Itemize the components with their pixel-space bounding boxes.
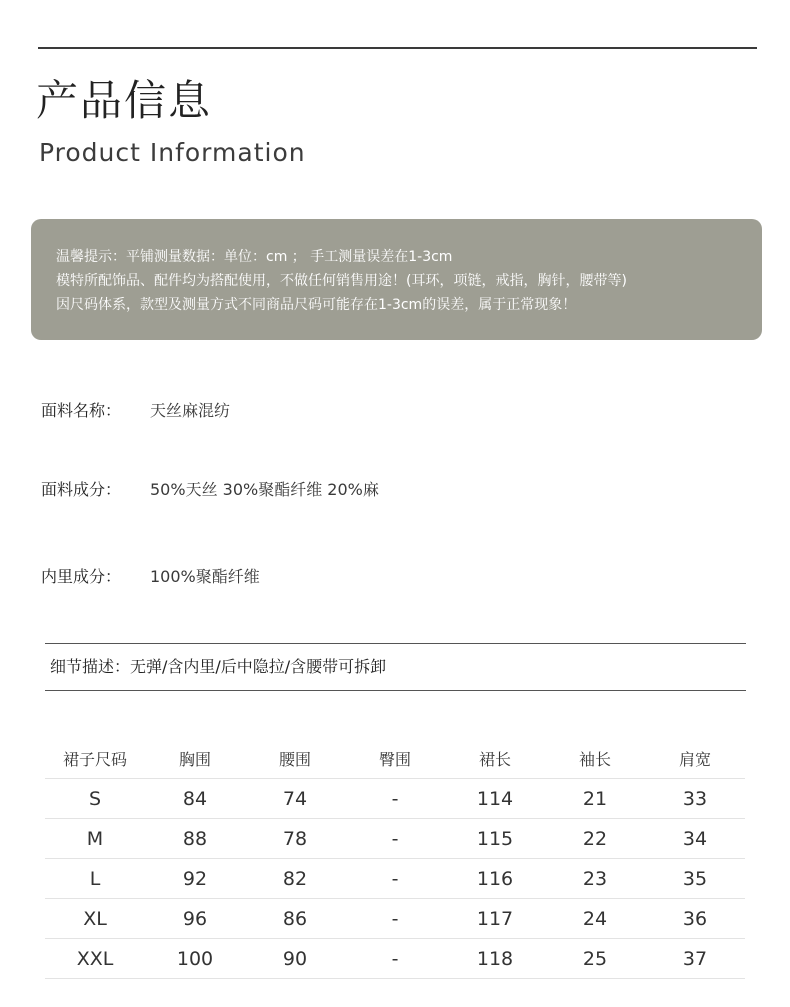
notice-line-measurement: 温馨提示：平铺测量数据：单位：cm ； 手工测量误差在1-3cm <box>56 249 453 265</box>
info-label: 面料成分： <box>41 480 122 499</box>
info-label: 内里成分： <box>41 567 122 586</box>
table-cell: 34 <box>645 819 745 859</box>
table-cell: 78 <box>245 819 345 859</box>
page-subtitle: Product Information <box>39 138 306 167</box>
size-table-header-cell: 腰围 <box>278 749 311 769</box>
info-value: 50%天丝 30%聚酯纤维 20%麻 <box>150 480 379 499</box>
info-row-fabric-name <box>41 400 230 422</box>
notice-line-size-variance: 因尺码体系，款型及测量方式不同商品尺码可能存在1-3cm的误差，属于正常现象！ <box>56 297 577 313</box>
table-cell: 88 <box>145 819 245 859</box>
table-cell: 74 <box>245 779 345 819</box>
size-table-header-cell: 臀围 <box>378 749 411 769</box>
table-cell: 116 <box>445 859 545 899</box>
info-label: 面料名称： <box>41 401 122 420</box>
table-cell: 37 <box>645 939 745 979</box>
table-cell: 36 <box>645 899 745 939</box>
size-table-header-cell: 裙长 <box>478 749 511 769</box>
info-row-lining-composition <box>41 566 260 588</box>
table-cell: XL <box>45 899 145 939</box>
table-cell: S <box>45 779 145 819</box>
table-cell: XXL <box>45 939 145 979</box>
table-cell: 115 <box>445 819 545 859</box>
table-cell: 117 <box>445 899 545 939</box>
table-cell: 33 <box>645 779 745 819</box>
table-cell: 82 <box>245 859 345 899</box>
table-cell: 35 <box>645 859 745 899</box>
table-cell: 25 <box>545 939 645 979</box>
table-cell: - <box>345 819 445 859</box>
table-cell: 21 <box>545 779 645 819</box>
page-title: 产品信息 <box>36 76 213 125</box>
table-cell: - <box>345 859 445 899</box>
size-table-header-cell: 胸围 <box>178 749 211 769</box>
size-table <box>45 738 745 979</box>
info-value: 100%聚酯纤维 <box>150 567 260 586</box>
table-cell: - <box>345 939 445 979</box>
info-row-fabric-composition <box>41 479 379 501</box>
table-cell: 96 <box>145 899 245 939</box>
table-row <box>45 939 745 979</box>
table-cell: 90 <box>245 939 345 979</box>
size-table-body <box>45 779 745 979</box>
detail-description: 细节描述：无弹/含内里/后中隐拉/含腰带可拆卸 <box>50 657 387 676</box>
table-row <box>45 779 745 819</box>
table-cell: 114 <box>445 779 545 819</box>
table-row <box>45 899 745 939</box>
detail-description-box <box>45 643 746 691</box>
size-table-header-cell: 肩宽 <box>678 749 711 769</box>
size-table-header-cell: 裙子尺码 <box>62 749 127 769</box>
top-divider <box>38 47 757 49</box>
notice-line-accessories: 模特所配饰品、配件均为搭配使用，不做任何销售用途！(耳环，项链，戒指，胸针，腰带等) <box>56 273 627 289</box>
table-row <box>45 819 745 859</box>
table-cell: 22 <box>545 819 645 859</box>
table-cell: - <box>345 899 445 939</box>
size-table-header-cell: 袖长 <box>578 749 611 769</box>
info-value: 天丝麻混纺 <box>150 401 231 420</box>
table-row <box>45 859 745 899</box>
table-cell: 118 <box>445 939 545 979</box>
table-cell: 24 <box>545 899 645 939</box>
table-cell: 100 <box>145 939 245 979</box>
notice-box <box>31 219 762 340</box>
table-cell: 84 <box>145 779 245 819</box>
table-cell: 23 <box>545 859 645 899</box>
table-cell: M <box>45 819 145 859</box>
table-cell: 86 <box>245 899 345 939</box>
table-cell: - <box>345 779 445 819</box>
table-cell: 92 <box>145 859 245 899</box>
table-cell: L <box>45 859 145 899</box>
size-table-header-row <box>45 738 745 779</box>
